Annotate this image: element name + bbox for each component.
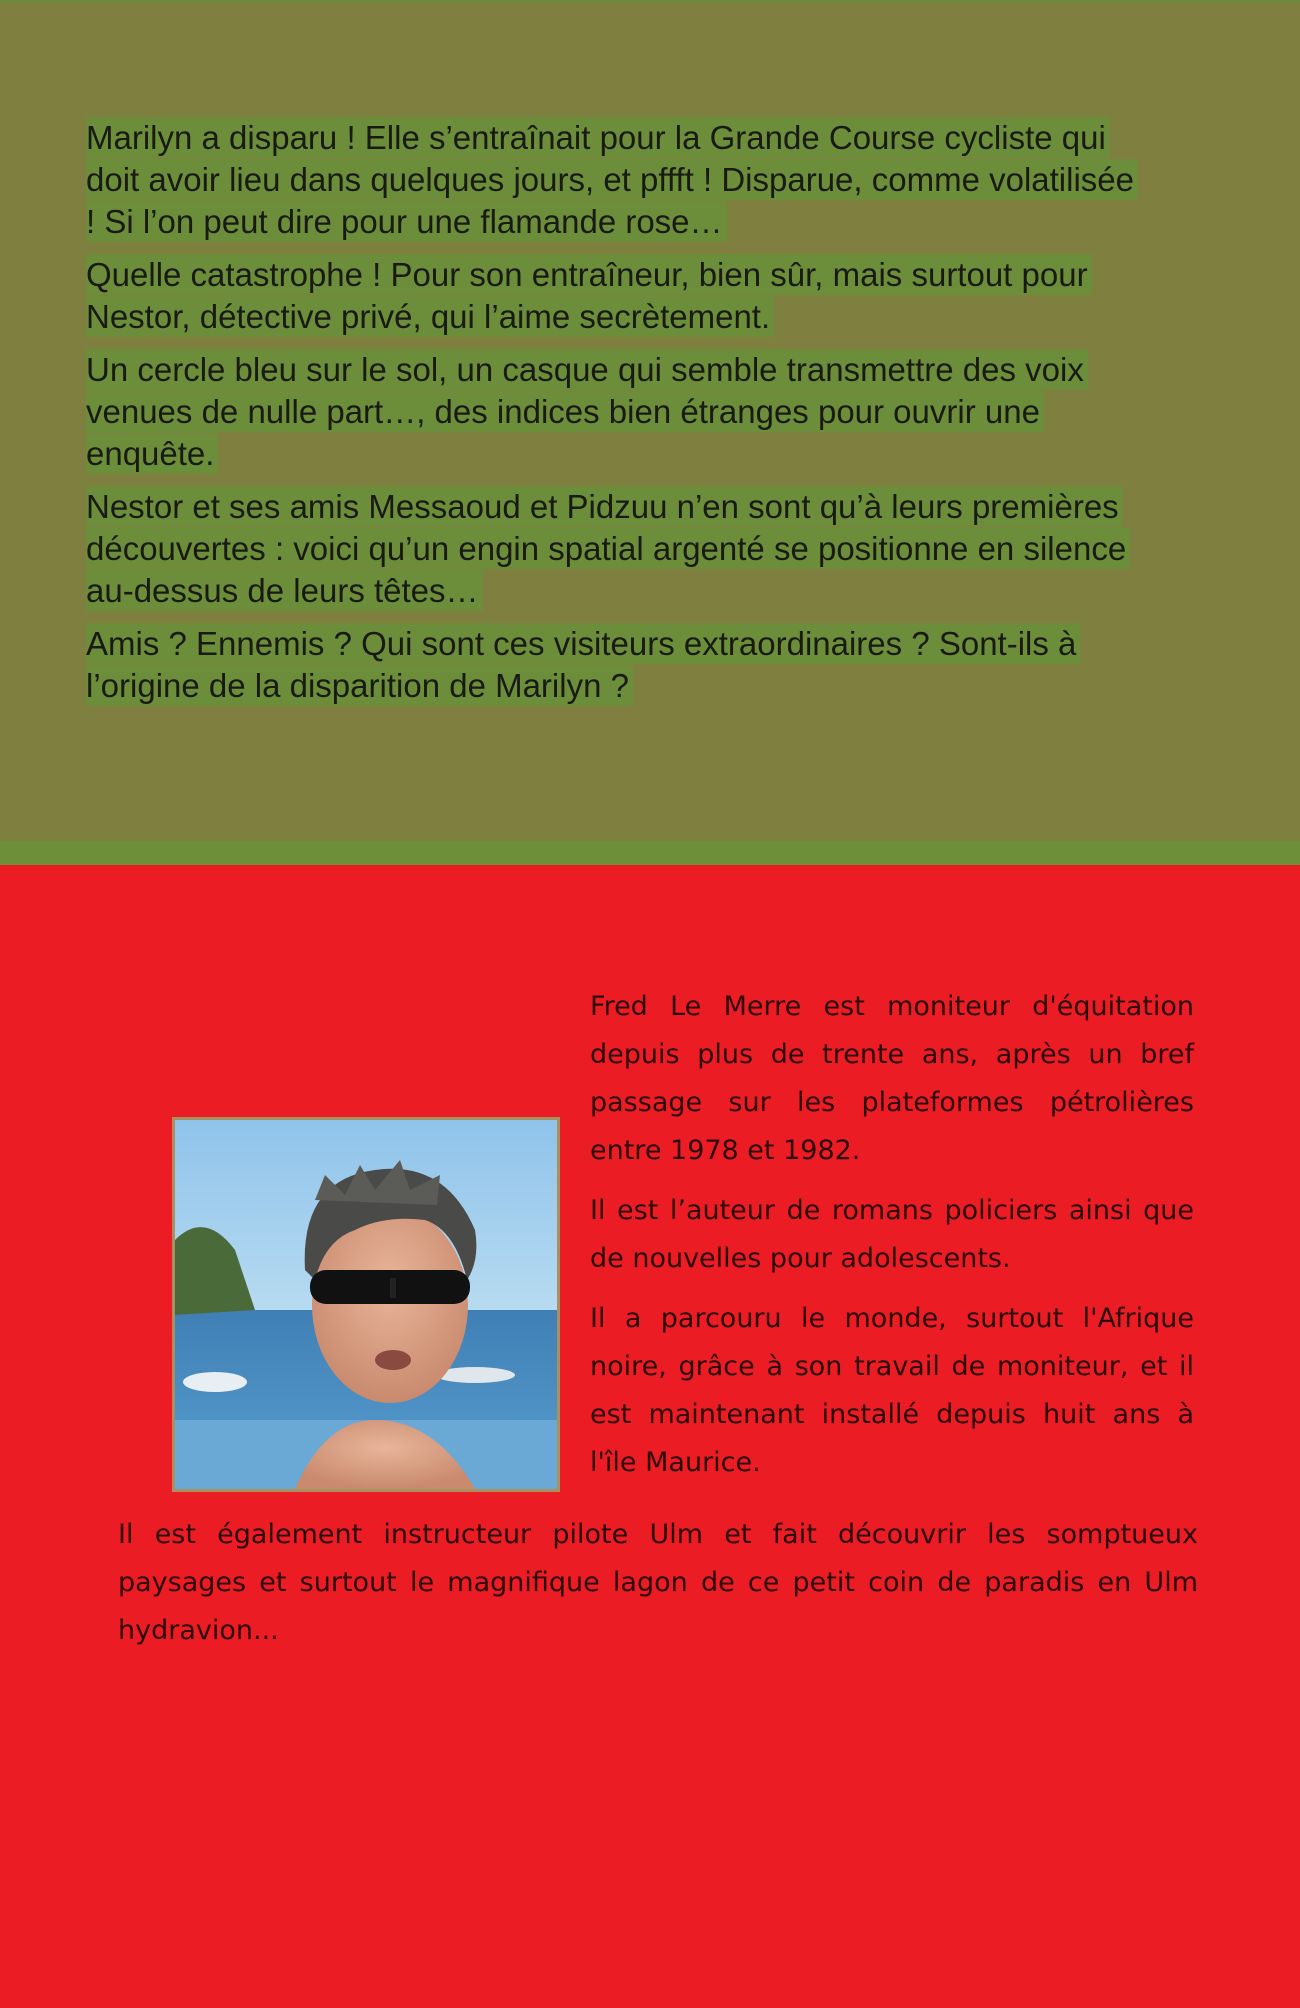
synopsis-text <box>86 117 1146 718</box>
synopsis-paragraph-text: Quelle catastrophe ! Pour son entraîneur, bien sûr, mais surtout pour Nestor, détective privé, qui l’aime secrètement. <box>86 254 1092 337</box>
synopsis-paragraph <box>86 254 1146 338</box>
author-photo-icon <box>175 1120 557 1489</box>
author-photo <box>172 1117 560 1492</box>
synopsis-paragraph <box>86 623 1146 707</box>
author-bio-paragraph: Fred Le Merre est moniteur d'équitation depuis plus de trente ans, après un bref passage sur les plateformes pétrolières entre 1978 et 1982. <box>590 991 1194 1166</box>
author-bio-paragraph: Il a parcouru le monde, surtout l'Afrique noire, grâce à son travail de moniteur, et il est maintenant installé depuis huit ans à l'île Maurice. <box>590 1303 1194 1478</box>
synopsis-paragraph-text: Amis ? Ennemis ? Qui sont ces visiteurs extraordinaires ? Sont-ils à l’origine de la disparition de Marilyn ? <box>86 623 1080 706</box>
author-bio-paragraph: Il est l’auteur de romans policiers ainsi que de nouvelles pour adolescents. <box>590 1195 1194 1274</box>
author-bio-continued <box>118 1511 1198 1655</box>
synopsis-paragraph <box>86 349 1146 475</box>
synopsis-paragraph <box>86 486 1146 612</box>
synopsis-paragraph-text: Marilyn a disparu ! Elle s’entraînait pour la Grande Course cycliste qui doit avoir lieu dans quelques jours, et pffft ! Disparue, comme volatilisée ! Si l’on peut dire pour une flamande rose… <box>86 117 1138 242</box>
synopsis-paragraph <box>86 117 1146 243</box>
author-bio-paragraph: Il est également instructeur pilote Ulm et fait découvrir les somptueux paysages et surtout le magnifique lagon de ce petit coin de paradis en Ulm hydravion... <box>118 1519 1198 1646</box>
synopsis-paragraph-text: Un cercle bleu sur le sol, un casque qui semble transmettre des voix venues de nulle part…, des indices bien étranges pour ouvrir une enquête. <box>86 349 1088 474</box>
author-bio <box>590 983 1194 1499</box>
synopsis-panel <box>0 0 1300 865</box>
synopsis-paragraph-text: Nestor et ses amis Messaoud et Pidzuu n’en sont qu’à leurs premières découvertes : voici qu’un engin spatial argenté se positionne en silence au-dessus de leurs têtes… <box>86 486 1130 611</box>
